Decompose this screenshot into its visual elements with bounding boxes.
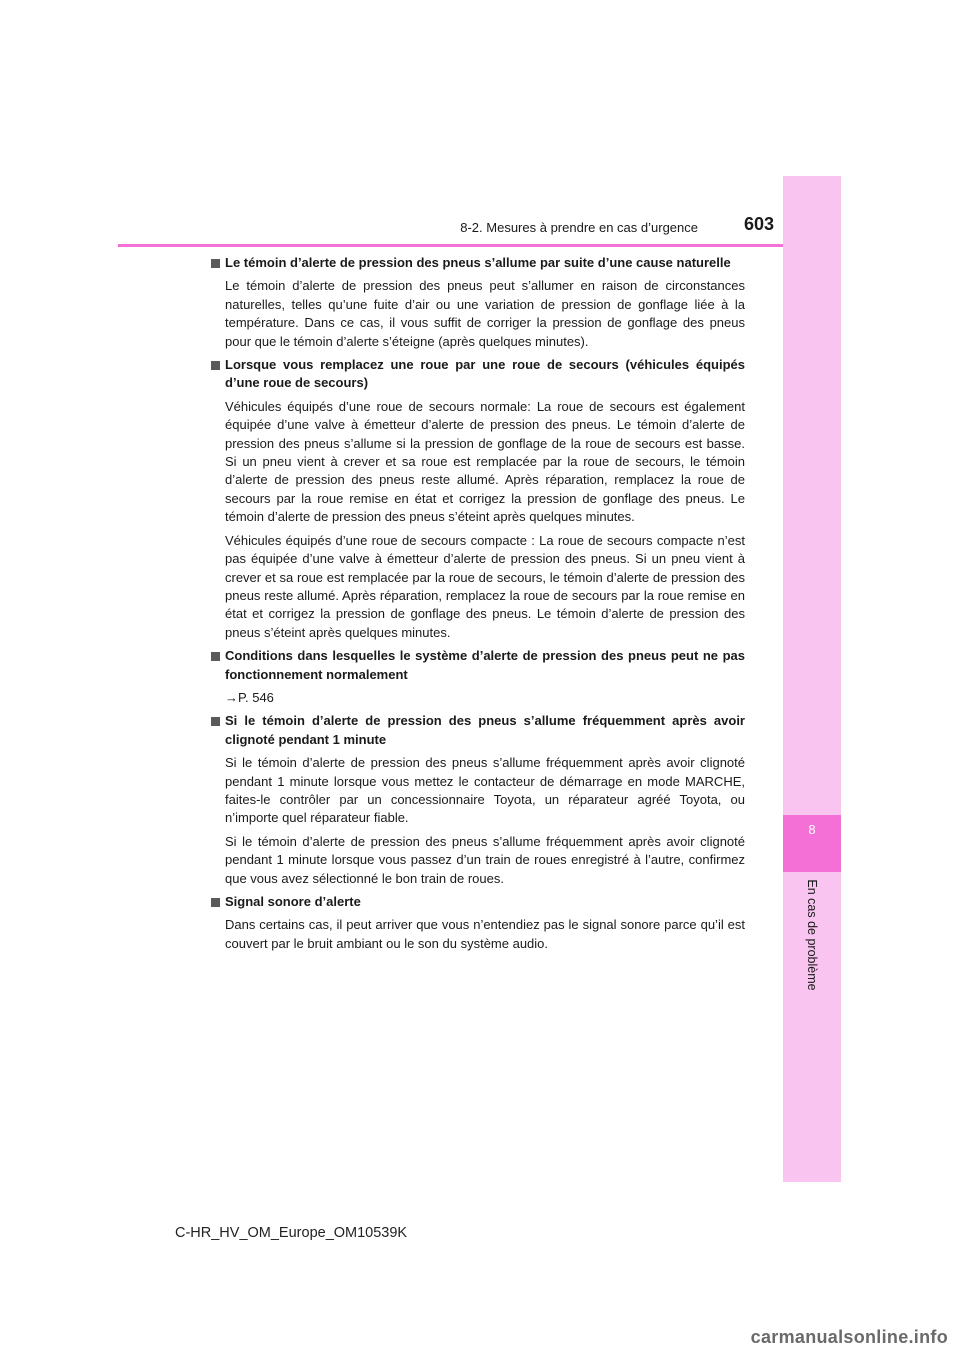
list-item	[211, 647, 745, 707]
item-paragraph: Véhicules équipés d’une roue de secours compacte : La roue de secours compacte n’est pas équipée d’une valve à émetteur d’alerte de pression des pneus. Si un pneu vient à crever et sa roue est remplacée par la roue de secours, le témoin d’alerte de pression des pneus reste allumé. Après réparation, remplacez la roue de secours par la roue remise en état et corrigez la pression de gonflage des pneus. Le témoin d’alerte de pression des pneus s’éteint après quelques minutes.	[225, 532, 745, 640]
item-paragraph: Véhicules équipés d’une roue de secours normale: La roue de secours est également équipée d’une valve à émetteur d’alerte de pression des pneus. Le témoin d’alerte de pression des pneus s’allume si la pression de gonflage de la roue de secours est basse. Si un pneu vient à crever et sa roue est remplacée par la roue de secours, le témoin d’alerte de pression des pneus reste allumé. Après réparation, remplacez la roue de secours par la roue remise en état et corrigez la pression de gonflage des pneus. Le témoin d’alerte de pression des pneus s’éteint après quelques minutes.	[225, 398, 745, 525]
item-heading: Signal sonore d’alerte	[211, 893, 745, 911]
item-paragraph: Le témoin d’alerte de pression des pneus peut s’allumer en raison de circonstances naturelles, telles qu’une fuite d’air ou une variation de pression de gonflage liée à la température. Dans ce cas, il vous suffit de corriger la pression de gonflage des pneus pour que le témoin d’alerte s’éteigne (après quelques minutes).	[225, 278, 745, 349]
list-item	[211, 712, 745, 888]
square-bullet-icon	[211, 717, 220, 726]
item-heading: Lorsque vous remplacez une roue par une roue de secours (véhicules équipés d’une roue de secours)	[211, 356, 745, 393]
square-bullet-icon	[211, 259, 220, 268]
item-paragraph: Si le témoin d’alerte de pression des pneus s’allume fréquemment après avoir clignoté pendant 1 minute lorsque vous mettez le contacteur de démarrage en mode MARCHE, faites-le contrôler par un concessionnaire Toyota, un réparateur agréé Toyota, ou n’importe quel réparateur fiable.	[225, 755, 745, 826]
item-heading: Le témoin d’alerte de pression des pneus s’allume par suite d’une cause naturelle	[211, 254, 745, 272]
watermark-link[interactable]: carmanualsonline.info	[750, 1327, 948, 1347]
square-bullet-icon	[211, 652, 220, 661]
header-divider	[118, 244, 783, 247]
square-bullet-icon	[211, 361, 220, 370]
page-number: 603	[743, 214, 774, 234]
item-paragraph: Si le témoin d’alerte de pression des pneus s’allume fréquemment après avoir clignoté pendant 1 minute lorsque vous passez d’un train de roues enregistré à l’autre, confirmez que vous avez sélectionné le bon train de roues.	[225, 833, 745, 886]
item-heading: Conditions dans lesquelles le système d’alerte de pression des pneus peut ne pas fonctionnement normalement	[211, 647, 745, 684]
section-title: 8-2. Mesures à prendre en cas d’urgence	[460, 220, 698, 235]
chapter-number: 8	[808, 822, 816, 837]
item-paragraph: Dans certains cas, il peut arriver que vous n’entendiez pas le signal sonore parce qu’il est couvert par le bruit ambiant ou le son du système audio.	[225, 917, 745, 951]
chapter-side-tab	[783, 176, 841, 1182]
list-item	[211, 254, 745, 351]
document-code: C-HR_HV_OM_Europe_OM10539K	[175, 1225, 408, 1241]
page-content	[211, 254, 745, 958]
square-bullet-icon	[211, 898, 220, 907]
list-item	[211, 893, 745, 953]
list-item	[211, 356, 745, 642]
chapter-title: En cas de problème	[805, 879, 819, 991]
item-heading: Si le témoin d’alerte de pression des pneus s’allume fréquemment après avoir clignoté pendant 1 minute	[211, 712, 745, 749]
page-reference-link[interactable]: →P. 546	[225, 689, 274, 705]
